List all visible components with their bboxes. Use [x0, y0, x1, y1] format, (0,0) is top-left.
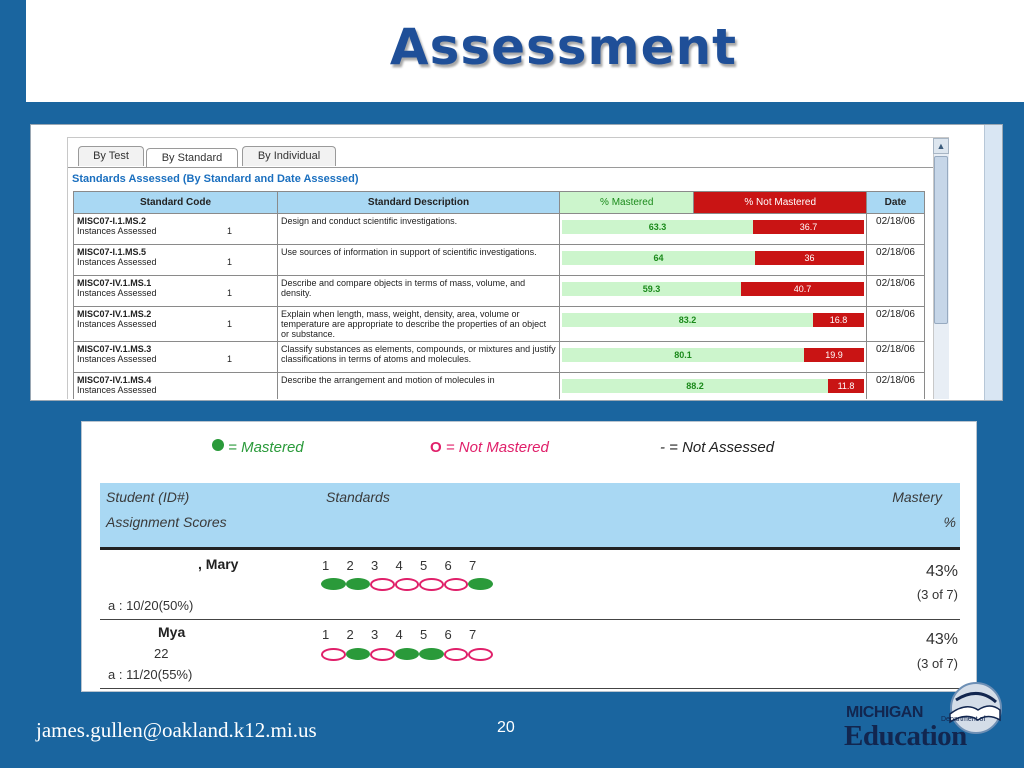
table-row[interactable]	[74, 342, 925, 373]
legend-not-mastered: O = Not Mastered	[430, 439, 549, 456]
cell-standard-description: Classify substances as elements, compounds, or mixtures and justify classifications in terms of atoms and molecules.	[278, 342, 560, 373]
cell-standard-code	[74, 276, 278, 307]
standards-report-panel	[30, 124, 1003, 401]
cell-mastery-bar	[560, 373, 867, 400]
cell-standard-description: Describe and compare objects in terms of mass, volume, and density.	[278, 276, 560, 307]
footer-email: james.gullen@oakland.k12.mi.us	[36, 718, 317, 742]
cell-standard-description: Use sources of information in support of scientific investigations.	[278, 245, 560, 276]
header-standard-code[interactable]: Standard Code	[74, 192, 278, 214]
cell-date: 02/18/06	[867, 245, 925, 276]
outer-scrollbar[interactable]	[984, 125, 1002, 401]
standard-code: MISC07-IV.1.MS.1	[77, 278, 152, 288]
legend-not-assessed: - = Not Assessed	[660, 439, 775, 456]
assignment-score: a : 10/20(50%)	[108, 598, 194, 613]
tab-by-test[interactable]: By Test	[78, 146, 144, 166]
mastered-segment: 83.2	[562, 313, 813, 327]
not-mastered-segment: 36	[755, 251, 864, 265]
standard-numbers: 1 2 3 4 5 6 7	[322, 558, 477, 573]
cell-standard-code	[74, 342, 278, 373]
row-divider	[100, 688, 960, 689]
cell-standard-description: Explain when length, mass, weight, density, area, volume or temperature are appropriate to describe the properties of an object or substance.	[278, 307, 560, 342]
not-mastered-segment: 19.9	[804, 348, 864, 362]
mastery-mark	[370, 648, 395, 666]
cell-mastery-bar	[560, 276, 867, 307]
header-student: Student (ID#)	[106, 489, 190, 505]
mastery-mark	[419, 648, 444, 666]
not-mastered-segment: 36.7	[753, 220, 864, 234]
table-row[interactable]	[74, 373, 925, 400]
individual-report-panel	[81, 421, 977, 692]
instances-count: 1	[226, 257, 232, 267]
table-row[interactable]	[74, 276, 925, 307]
mastery-mark	[346, 578, 371, 596]
cell-standard-description: Describe the arrangement and motion of molecules in	[278, 373, 560, 400]
header-pct-mastered[interactable]: % Mastered	[560, 192, 694, 214]
cell-mastery-bar	[560, 245, 867, 276]
student-name: , Mary	[198, 556, 239, 572]
not-mastered-ring-icon	[444, 648, 469, 661]
table-row[interactable]	[74, 307, 925, 342]
mastered-dot-icon	[212, 439, 224, 451]
instances-count: 1	[226, 354, 232, 364]
mastered-dot-icon	[346, 648, 371, 660]
not-mastered-symbol: O	[430, 439, 442, 456]
mastered-segment: 63.3	[562, 220, 753, 234]
cell-mastery-bar	[560, 307, 867, 342]
standard-code: MISC07-I.1.MS.2	[77, 216, 147, 226]
tab-by-standard[interactable]: By Standard	[146, 148, 238, 168]
standard-code: MISC07-IV.1.MS.4	[77, 375, 152, 385]
header-assignment-scores: Assignment Scores	[106, 514, 227, 530]
instances-label: Instances Assessed	[77, 288, 157, 298]
logo-michigan: MICHIGAN	[846, 704, 923, 721]
cell-standard-description: Design and conduct scientific investigations.	[278, 214, 560, 245]
table-row[interactable]	[74, 245, 925, 276]
mastery-mark	[321, 578, 346, 596]
mastery-bar	[562, 379, 864, 393]
slide-number: 20	[497, 719, 515, 736]
mastered-segment: 80.1	[562, 348, 804, 362]
cell-date: 02/18/06	[867, 214, 925, 245]
cell-date: 02/18/06	[867, 342, 925, 373]
header-divider	[100, 547, 960, 550]
scroll-thumb[interactable]	[934, 156, 948, 324]
student-id: 22	[154, 646, 169, 661]
tab-divider	[68, 167, 938, 168]
mastery-mark	[419, 578, 444, 596]
not-mastered-segment: 16.8	[813, 313, 864, 327]
slide-title: Assessment	[389, 18, 738, 76]
instances-count: 1	[226, 319, 232, 329]
mastery-percent: 43%	[925, 563, 958, 580]
cell-date: 02/18/06	[867, 307, 925, 342]
instances-label: Instances Assessed	[77, 226, 157, 236]
not-mastered-ring-icon	[370, 578, 395, 591]
mastered-segment: 64	[562, 251, 755, 265]
instances-label: Instances Assessed	[77, 354, 157, 364]
mastery-mark	[395, 578, 420, 596]
mastered-dot-icon	[321, 578, 346, 590]
mastered-dot-icon	[346, 578, 371, 590]
cell-date: 02/18/06	[867, 373, 925, 400]
header-standards: Standards	[326, 489, 390, 505]
mastery-mark	[395, 648, 420, 666]
logo-education: Education	[844, 720, 967, 752]
header-mastery-pct: %	[943, 514, 956, 530]
cell-mastery-bar	[560, 342, 867, 373]
legend-mastered: = Mastered	[212, 439, 304, 456]
mastery-bar	[562, 282, 864, 296]
michigan-education-logo	[838, 680, 1018, 760]
mastered-dot-icon	[468, 578, 493, 590]
section-title: Standards Assessed (By Standard and Date Assessed)	[72, 173, 359, 185]
assignment-score: a : 11/20(55%)	[108, 667, 193, 682]
header-date[interactable]: Date	[867, 192, 925, 214]
standards-report-frame	[67, 137, 949, 399]
cell-standard-code	[74, 307, 278, 342]
mastery-marks	[321, 648, 493, 666]
mastery-percent: 43%	[925, 631, 958, 648]
mastery-bar	[562, 348, 864, 362]
instances-label: Instances Assessed	[77, 257, 157, 267]
mastered-dot-icon	[395, 648, 420, 660]
mastery-count: (3 of 7)	[916, 656, 958, 671]
standard-code: MISC07-IV.1.MS.2	[77, 309, 152, 319]
mastery-mark	[444, 578, 469, 596]
cell-date: 02/18/06	[867, 276, 925, 307]
mastered-segment: 59.3	[562, 282, 741, 296]
tab-by-individual[interactable]: By Individual	[242, 146, 336, 166]
mastery-bar	[562, 220, 864, 234]
mastered-dot-icon	[419, 648, 444, 660]
not-mastered-ring-icon	[468, 648, 493, 661]
logo-department: Department of	[941, 716, 986, 723]
not-mastered-ring-icon	[395, 578, 420, 591]
table-row[interactable]	[74, 214, 925, 245]
mastery-mark	[468, 578, 493, 596]
cell-standard-code	[74, 245, 278, 276]
standard-code: MISC07-I.1.MS.5	[77, 247, 147, 257]
mastery-mark	[370, 578, 395, 596]
mastered-segment: 88.2	[562, 379, 828, 393]
row-divider	[100, 619, 960, 620]
cell-mastery-bar	[560, 214, 867, 245]
cell-standard-code	[74, 373, 278, 400]
not-mastered-ring-icon	[444, 578, 469, 591]
standard-numbers: 1 2 3 4 5 6 7	[322, 627, 477, 642]
header-mastery: Mastery	[892, 489, 942, 505]
mastery-count: (3 of 7)	[916, 587, 958, 602]
mastery-bar	[562, 313, 864, 327]
cell-standard-code	[74, 214, 278, 245]
mastery-mark	[444, 648, 469, 666]
standards-table	[73, 191, 925, 399]
not-mastered-ring-icon	[419, 578, 444, 591]
mastery-mark	[321, 648, 346, 666]
not-mastered-ring-icon	[370, 648, 395, 661]
standard-code: MISC07-IV.1.MS.3	[77, 344, 152, 354]
mastery-mark	[346, 648, 371, 666]
not-mastered-segment: 40.7	[741, 282, 864, 296]
not-mastered-segment: 11.8	[828, 379, 864, 393]
instances-count: 1	[226, 288, 232, 298]
instances-label: Instances Assessed	[77, 385, 157, 395]
mastery-marks	[321, 578, 493, 596]
instances-count: 1	[226, 226, 232, 236]
not-mastered-ring-icon	[321, 648, 346, 661]
mastery-mark	[468, 648, 493, 666]
scroll-up-icon[interactable]: ▲	[933, 138, 949, 154]
student-name: Mya	[158, 624, 186, 640]
table-header-row	[74, 192, 925, 214]
inner-scrollbar[interactable]	[933, 138, 949, 399]
instances-label: Instances Assessed	[77, 319, 157, 329]
header-standard-description[interactable]: Standard Description	[278, 192, 560, 214]
mastery-bar	[562, 251, 864, 265]
title-bar	[26, 0, 1024, 102]
student-table-header	[100, 483, 960, 548]
header-pct-not-mastered[interactable]: % Not Mastered	[694, 192, 867, 214]
